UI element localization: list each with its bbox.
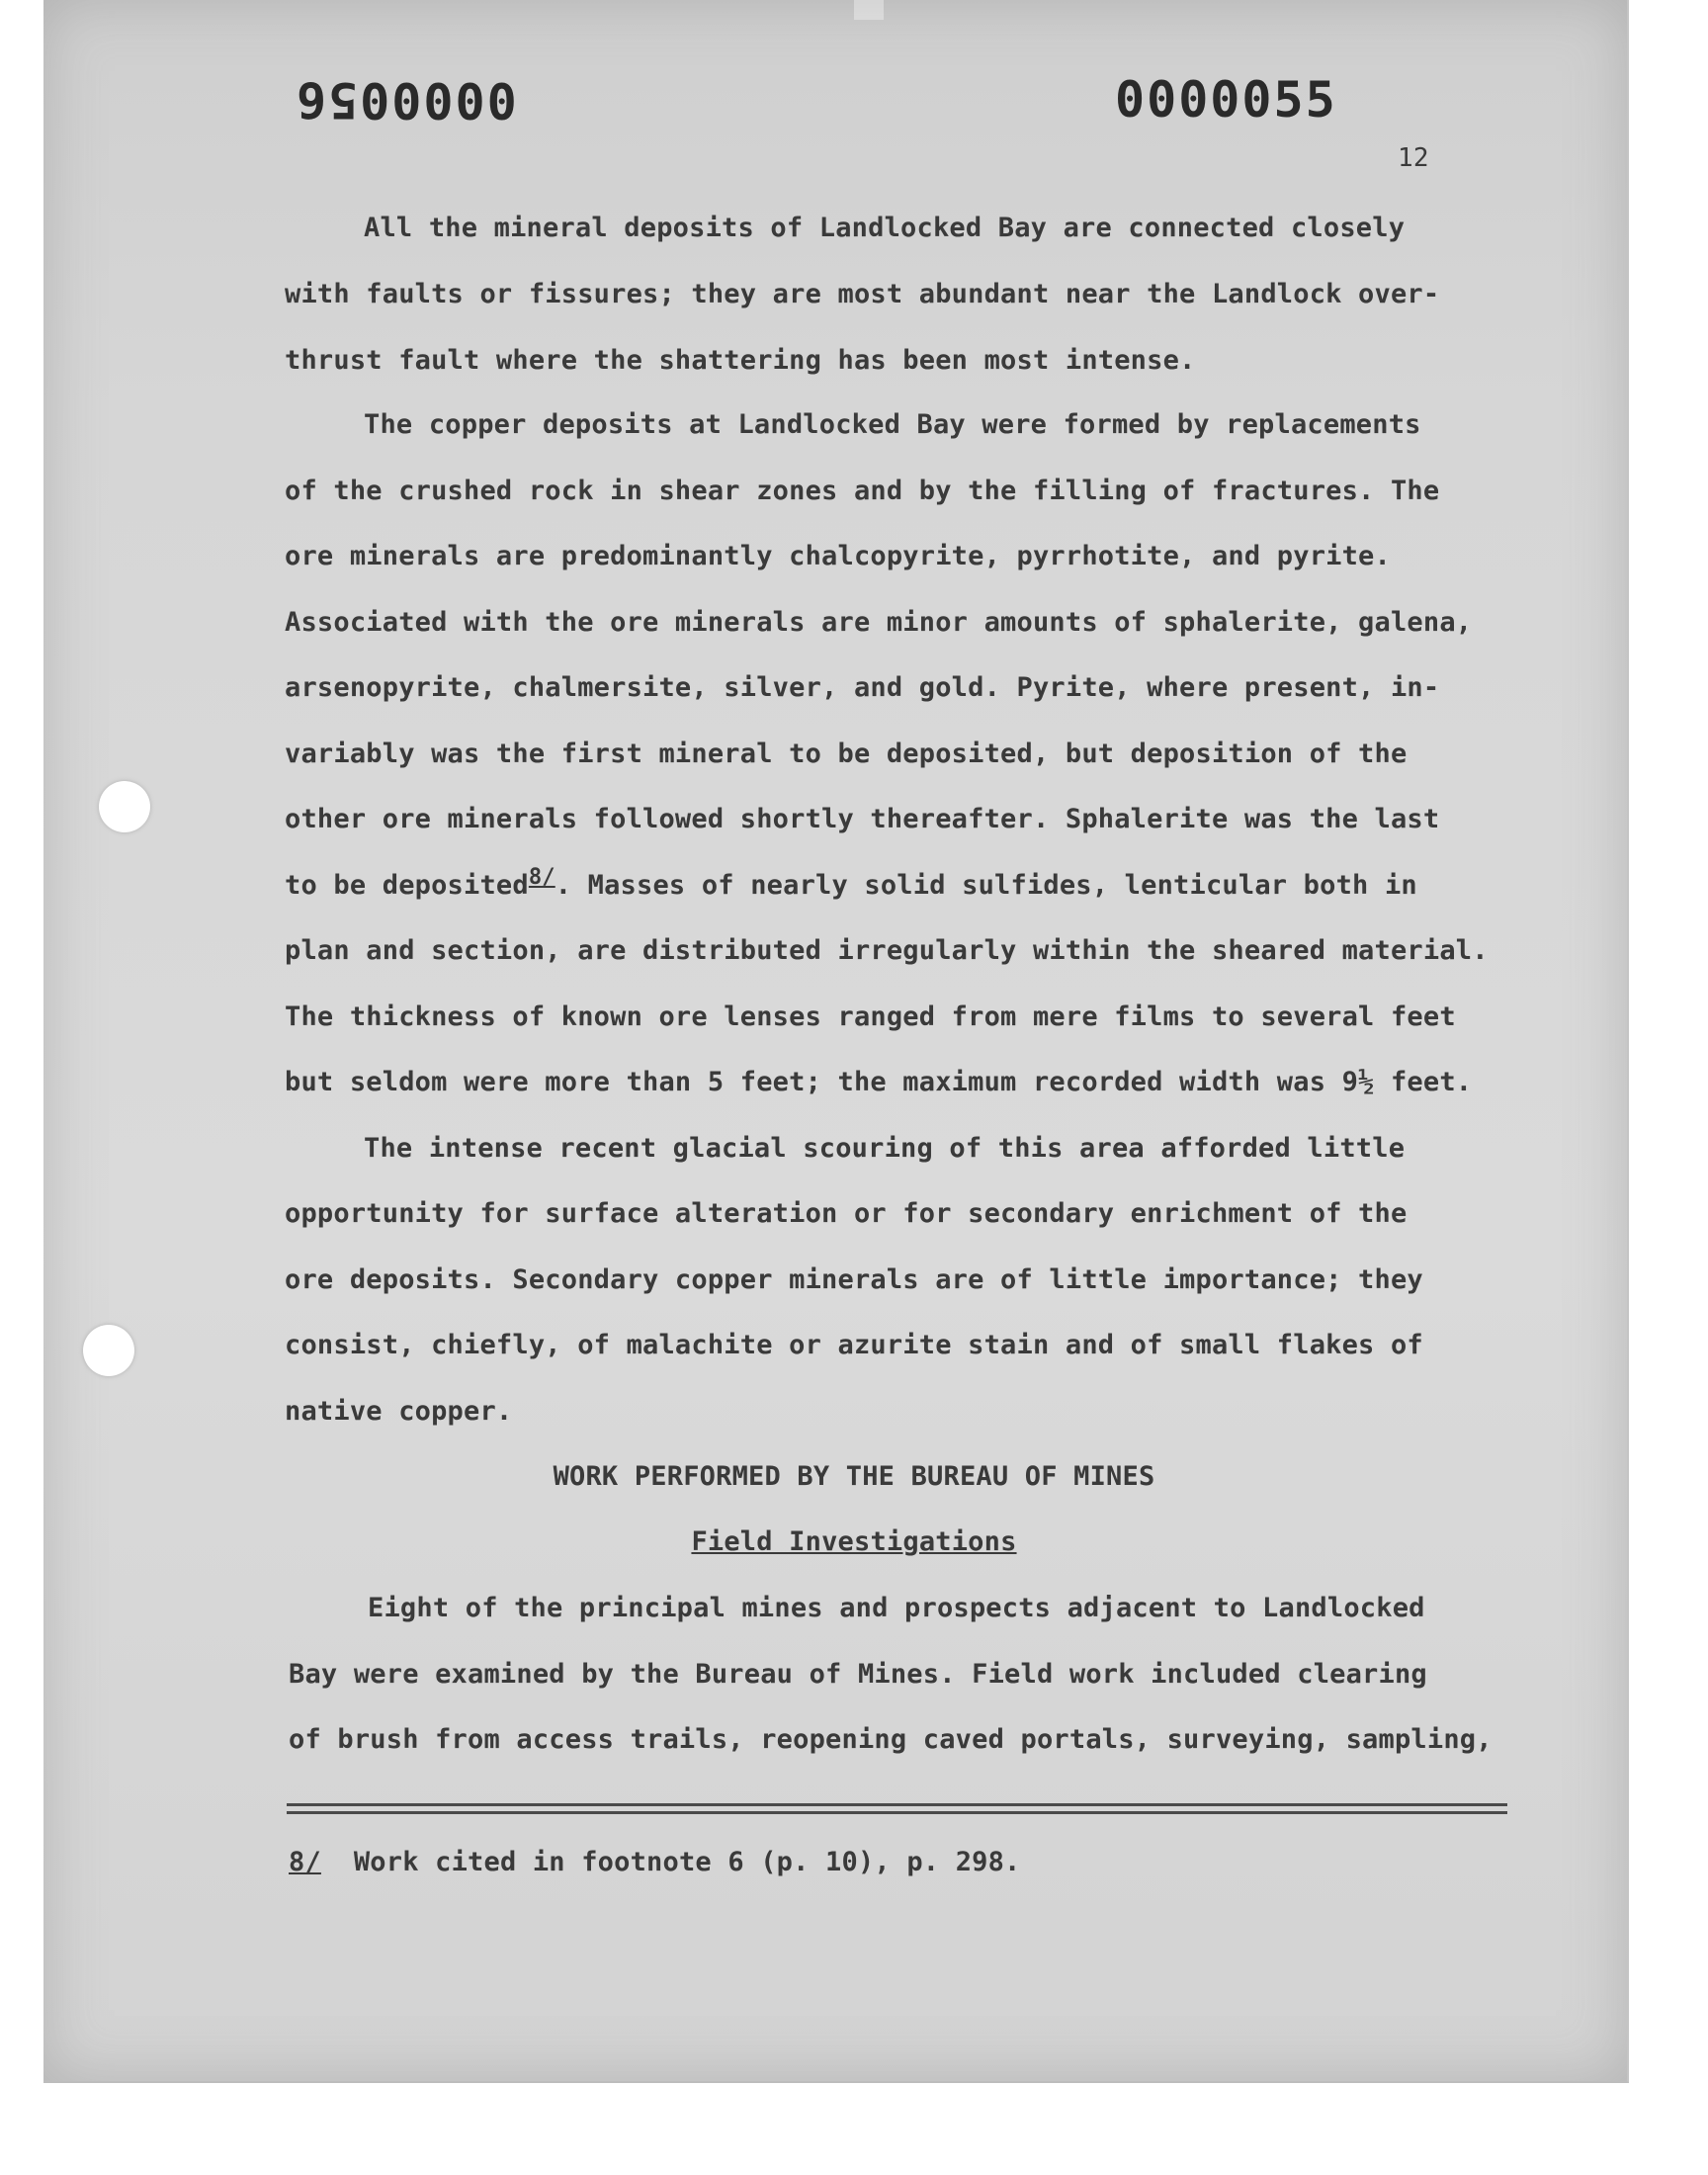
- footnote-reference: 8/: [528, 865, 555, 890]
- punch-hole: [99, 781, 150, 832]
- paragraph-4-line: Eight of the principal mines and prospects adjacent to Landlocked: [368, 1593, 1425, 1623]
- paragraph-2-line: of the crushed rock in shear zones and by the filling of fractures. The: [285, 476, 1440, 506]
- paragraph-3-line: consist, chiefly, of malachite or azurite stain and of small flakes of: [285, 1330, 1423, 1360]
- page-number: 12: [1398, 143, 1429, 173]
- paragraph-2-footnote-line: [285, 865, 1417, 901]
- section-heading: WORK PERFORMED BY THE BUREAU OF MINES: [553, 1461, 1155, 1492]
- paragraph-2-line: plan and section, are distributed irregularly within the sheared material.: [285, 935, 1489, 966]
- paragraph-1-line: with faults or fissures; they are most abundant near the Landlock over-: [285, 279, 1440, 309]
- subsection-heading: [0, 1526, 1708, 1557]
- punch-hole: [83, 1325, 134, 1376]
- paragraph-1-line: thrust fault where the shattering has been most intense.: [285, 345, 1196, 376]
- footnote: [289, 1847, 1021, 1877]
- footnote-mark: 8/: [289, 1847, 321, 1877]
- subsection-heading-text: Field Investigations: [691, 1526, 1017, 1557]
- paragraph-3-line: opportunity for surface alteration or for secondary enrichment of the: [285, 1198, 1408, 1229]
- document-page: [43, 0, 1629, 2083]
- page-stamp: 0000055: [1115, 71, 1337, 129]
- paragraph-3-line: native copper.: [285, 1396, 513, 1427]
- paragraph-2-line: Associated with the ore minerals are minor amounts of sphalerite, galena,: [285, 607, 1473, 638]
- paper-fold: [854, 0, 884, 20]
- paragraph-2-line: other ore minerals followed shortly thereafter. Sphalerite was the last: [285, 804, 1440, 834]
- footnote-line-text-before: to be deposited: [285, 870, 529, 901]
- paragraph-2-line: arsenopyrite, chalmersite, silver, and gold. Pyrite, where present, in-: [285, 672, 1440, 703]
- paragraph-4-line: Bay were examined by the Bureau of Mines. Field work included clearing: [289, 1659, 1427, 1690]
- page-stamp-inverted: 0000056: [295, 71, 517, 129]
- paragraph-3-line: ore deposits. Secondary copper minerals are of little importance; they: [285, 1264, 1423, 1295]
- paragraph-2-line: variably was the first mineral to be deposited, but deposition of the: [285, 739, 1408, 769]
- paragraph-3-line: The intense recent glacial scouring of this area afforded little: [364, 1133, 1406, 1164]
- footnote-separator: [287, 1811, 1507, 1814]
- paragraph-2-line: but seldom were more than 5 feet; the maximum recorded width was 9½ feet.: [285, 1067, 1473, 1097]
- paragraph-2-line: ore minerals are predominantly chalcopyrite, pyrrhotite, and pyrite.: [285, 541, 1391, 571]
- footnote-text: Work cited in footnote 6 (p. 10), p. 298.: [353, 1847, 1021, 1877]
- paragraph-1-line: All the mineral deposits of Landlocked Bay are connected closely: [364, 213, 1406, 243]
- footnote-line-text-after: . Masses of nearly solid sulfides, lenticular both in: [555, 870, 1417, 901]
- paragraph-2-line: The thickness of known ore lenses ranged from mere films to several feet: [285, 1001, 1456, 1032]
- paragraph-2-line: The copper deposits at Landlocked Bay were formed by replacements: [364, 409, 1421, 440]
- footnote-separator: [287, 1803, 1507, 1806]
- paragraph-4-line: of brush from access trails, reopening caved portals, surveying, sampling,: [289, 1724, 1493, 1755]
